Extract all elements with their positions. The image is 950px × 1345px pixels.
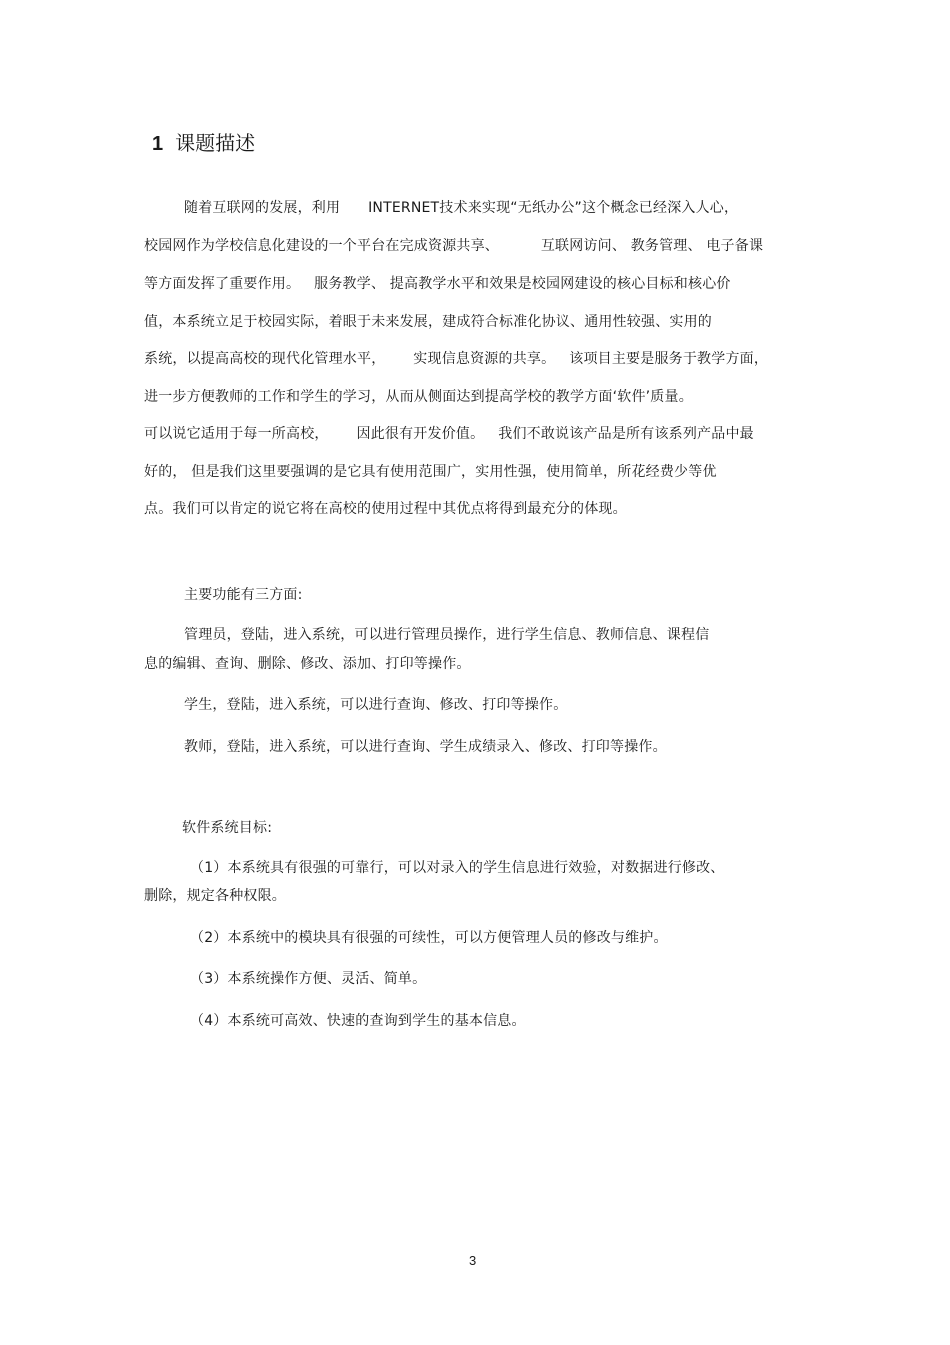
- intro-line-8: 好的， 但是我们这里要强调的是它具有使用范围广，实用性强，使用简单，所花经费少等优: [144, 464, 717, 480]
- functions-title: 主要功能有三方面:: [184, 587, 303, 603]
- section-heading: [152, 128, 255, 159]
- function-admin-line-1: 管理员，登陆，进入系统，可以进行管理员操作，进行学生信息、教师信息、课程信: [184, 627, 710, 643]
- intro-line-1: 随着互联网的发展，利用 INTERNET技术来实现“无纸办公”这个概念已经深入人心，: [184, 200, 739, 216]
- intro-line-7: 可以说它适用于每一所高校， 因此很有开发价值。 我们不敢说该产品是所有该系列产品中最: [144, 426, 754, 442]
- goals-title: 软件系统目标:: [182, 820, 273, 836]
- goal-2: （2）本系统中的模块具有很强的可续性，可以方便管理人员的修改与维护。: [190, 930, 668, 946]
- intro-line-9: 点。我们可以肯定的说它将在高校的使用过程中其优点将得到最充分的体现。: [144, 501, 627, 517]
- section-title: 课题描述: [175, 131, 256, 155]
- goal-1-line-2: 删除，规定各种权限。: [144, 888, 286, 904]
- goal-3: （3）本系统操作方便、灵活、简单。: [190, 971, 427, 987]
- intro-line-3: 等方面发挥了重要作用。 服务教学、 提高教学水平和效果是校园网建设的核心目标和核心价: [144, 276, 731, 292]
- page-number: 3: [469, 1253, 477, 1268]
- goal-1-line-1: （1）本系统具有很强的可靠行，可以对录入的学生信息进行效验，对数据进行修改、: [190, 860, 725, 876]
- intro-line-5: 系统，以提高高校的现代化管理水平， 实现信息资源的共享。 该项目主要是服务于教学方面，: [144, 351, 769, 367]
- intro-line-2: 校园网作为学校信息化建设的一个平台在完成资源共享、 互联网访问、 教务管理、 电子备课: [144, 238, 764, 254]
- goal-4: （4）本系统可高效、快速的查询到学生的基本信息。: [190, 1013, 526, 1029]
- function-admin-line-2: 息的编辑、查询、删除、修改、添加、打印等操作。: [144, 656, 471, 672]
- intro-line-4: 值，本系统立足于校园实际，着眼于未来发展，建成符合标准化协议、通用性较强、实用的: [144, 314, 712, 330]
- function-teacher: 教师，登陆，进入系统，可以进行查询、学生成绩录入、修改、打印等操作。: [184, 739, 667, 755]
- intro-line-6: 进一步方便教师的工作和学生的学习，从而从侧面达到提高学校的教学方面‘软件’质量。: [144, 389, 693, 405]
- function-student: 学生，登陆，进入系统，可以进行查询、修改、打印等操作。: [184, 697, 568, 713]
- section-number: 1: [152, 133, 164, 155]
